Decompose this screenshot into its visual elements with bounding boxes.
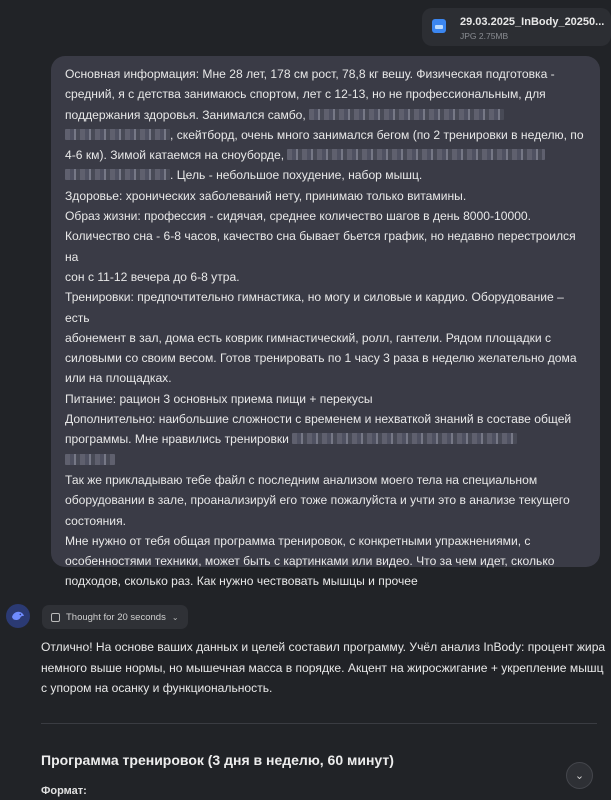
message-line: или на площадках. [65,371,172,386]
message-line [65,145,586,165]
message-text: 4-6 км). Зимой катаемся на сноуборде, [65,148,285,163]
image-file-icon [432,19,446,33]
message-line: особенностями техники, может быть с картинками или видео. Что за чем идет, сколько [65,554,555,569]
message-line [65,429,586,449]
file-name: 29.03.2025_InBody_20250... [460,16,605,28]
message-line: Здоровье: хронических заболеваний нету, принимаю только витамины. [65,188,467,203]
answer-line: немного выше нормы, но мышечная масса в порядке. Акцент на жиросжигание + укрепление мышц [41,660,604,675]
whale-logo-icon [10,608,26,624]
message-line: Образ жизни: профессия - сидячая, среднее количество шагов в день 8000-10000. [65,209,532,224]
assistant-avatar [6,604,30,628]
message-line [65,125,586,145]
redacted-text [65,169,170,180]
chevron-down-icon: ⌄ [574,770,585,782]
message-text: , скейтборд, очень много занимался бегом (по 2 тренировки в неделю, по [170,127,584,142]
message-line: силовыми со своим весом. Готов тренировать по 1 часу 3 раза в неделю желательно дома [65,351,577,366]
redacted-text [65,454,115,465]
subsection-heading: Формат: [41,785,87,797]
thought-label: Thought for 20 seconds [66,611,166,623]
message-line: Питание: рацион 3 основных приема пищи + перекусы [65,391,373,406]
redacted-text [292,433,517,444]
message-line: сон с 11-12 вечера до 6-8 утра. [65,269,240,284]
thought-icon [51,613,60,622]
message-line: состояния. [65,513,126,528]
section-heading: Программа тренировок (3 дня в неделю, 60 минут) [41,752,394,768]
message-line: подходов, сколько раз. Как нужно чествовать мышцы и прочее [65,574,418,589]
message-line: Тренировки: предпочтительно гимнастика, но могу и силовые и кардио. Оборудование – есть [65,290,564,325]
scroll-down-button[interactable] [566,762,593,789]
message-line: Мне нужно от тебя общая программа тренировок, с конкретными упражнениями, с [65,533,531,548]
redacted-text [309,109,504,120]
thought-toggle-button[interactable] [42,605,188,629]
file-meta: JPG 2.75MB [460,31,509,41]
redacted-text [287,149,545,160]
message-line: оборудовании в зале, проанализируй его тоже пожалуйста и учти это в анализе текущего [65,493,570,508]
message-line: Основная информация: Мне 28 лет, 178 см рост, 78,8 кг вешу. Физическая подготовка - [65,67,555,81]
message-line: абонемент в зал, дома есть коврик гимнастический, ролл, гантели. Рядом площадки с [65,330,552,345]
user-message-bubble [51,56,600,589]
message-line: Количество сна - 6-8 часов, качество сна бывает бьется график, но недавно перестроился на [65,229,576,264]
answer-line: с упором на осанку и функциональность. [41,681,273,695]
message-line: Так же прикладываю тебе файл с последним анализом моего тела на специальном [65,472,538,487]
message-line: Дополнительно: наибольшие сложности с временем и нехваткой знаний в составе общей [65,412,572,427]
message-line [65,450,586,470]
message-line [65,105,586,125]
answer-line: Отлично! На основе ваших данных и целей составил программу. Учёл анализ InBody: процент жира [41,640,606,654]
redacted-text [65,129,170,140]
message-text: программы. Мне нравились тренировки [65,432,289,447]
file-attachment[interactable] [422,8,611,46]
message-line [65,165,586,185]
chevron-down-icon: ⌄ [171,612,179,622]
message-line: средний, я с детства занимаюсь спортом, лет с 12-13, но не профессиональным, для [65,87,546,102]
message-text: поддержания здоровья. Занимался самбо, [65,107,306,122]
assistant-answer [41,637,606,699]
message-text: . Цель - небольшое похудение, набор мышц. [170,168,423,183]
divider [41,723,597,724]
